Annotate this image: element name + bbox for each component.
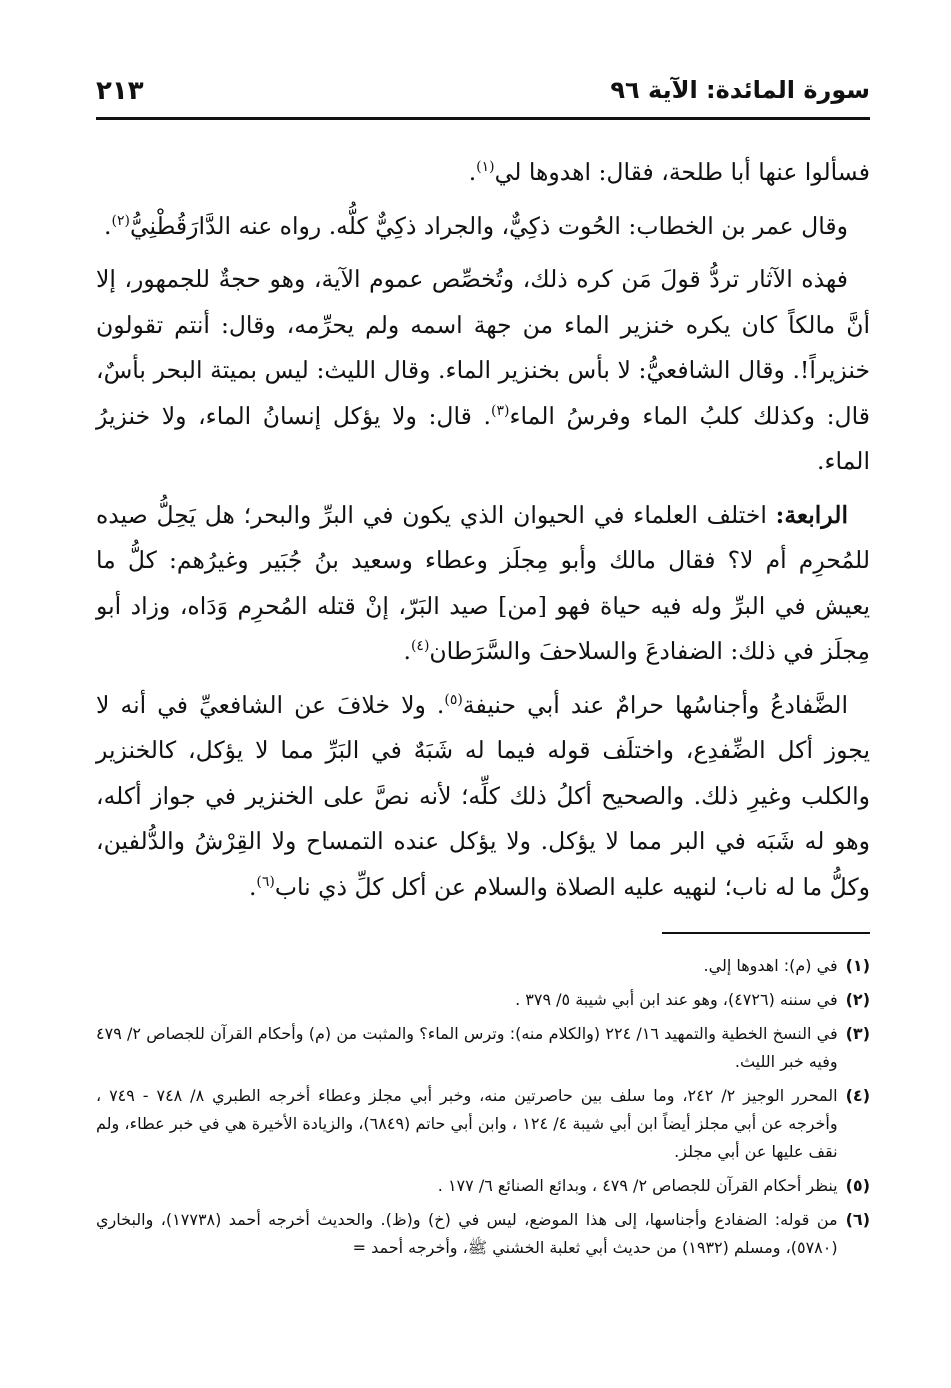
paragraph <box>96 683 870 911</box>
paragraph-text: . قال: ولا يؤكل إنسانُ الماء، ولا خنزيرُ الماء. <box>96 401 870 475</box>
footnote-text: في النسخ الخطية والتمهيد ١٦/ ٢٢٤ (والكلام منه): وترس الماء؟ والمثبت من (م) وأحكام القرآن للجصاص ٢/ ٤٧٩ وفيه خبر الليث. <box>96 1024 838 1071</box>
paragraph-text: فسألوا عنها أبا طلحة، فقال: اهدوها لي <box>494 158 870 186</box>
footnote-ref: (٣) <box>490 402 510 419</box>
footnote-number: (٦) <box>845 1210 870 1229</box>
book-page <box>96 60 870 1360</box>
footnote-ref: (٥) <box>444 691 463 708</box>
section-lead: الرابعة: <box>775 500 848 529</box>
paragraph <box>96 493 870 675</box>
paragraph-text: فهذه الآثار تردُّ قولَ مَن كره ذلك، وتُخصِّص عموم الآية، وهو حجةٌ للجمهور، إلا أنَّ مالكاً كان يكره خنزير الماء من جهة اسمه ولم يحرِّمه، وقال: أنتم تقولون خنزيراً!. وقال الشافعيُّ: لا بأس بخنزير الماء. وقال الليث: ليس بميتة البحر بأسٌ، قال: وكذلك كلبُ الماء وفرسُ الماء <box>96 265 870 430</box>
footnote-text: من قوله: الضفادع وأجناسها، إلى هذا الموضع، ليس في (خ) و(ظ). والحديث أخرجه أحمد (١٧٧٣٨)، والبخاري (٥٧٨٠)، ومسلم (١٩٣٢) من حديث أبي ثعلبة الخشني ﷺ، وأخرجه أحمد = <box>96 1210 838 1257</box>
footnote-text: المحرر الوجيز ٢/ ٢٤٢، وما سلف بين حاصرتين منه، وخبر أبي مجلز وعطاء أخرجه الطبري ٨/ ٧٤٨ - ٧٤٩ ، وأخرجه عن أبي مجلز أيضاً ابن أبي شيبة ٤/ ١٢٤ ، وابن أبي حاتم (٦٨٤٩)، والزيادة الأخيرة هي في خبر عطاء، ولم نقف عليها عن أبي مجلز. <box>96 1086 838 1161</box>
footnote-number: (٣) <box>845 1024 870 1043</box>
footnote <box>96 1206 870 1262</box>
footnote <box>96 1082 870 1166</box>
paragraph <box>96 257 870 485</box>
footnote-number: (٢) <box>845 990 870 1009</box>
footnote-number: (٤) <box>845 1086 870 1105</box>
paragraph <box>96 204 870 250</box>
footnotes <box>96 952 870 1262</box>
main-text <box>96 150 870 910</box>
footnote-ref: (١) <box>476 159 495 176</box>
footnote-text: في سننه (٤٧٢٦)، وهو عند ابن أبي شيبة ٥/ ٣٧٩ . <box>515 990 838 1009</box>
paragraph-text: الضَّفادعُ وأجناسُها حرامٌ عند أبي حنيفة <box>462 690 848 719</box>
footnote-number: (١) <box>845 956 870 975</box>
paragraph-text: . <box>103 211 112 240</box>
footnote-ref: (٦) <box>256 873 275 890</box>
paragraph-text: . <box>468 158 477 186</box>
footnote-ref: (٤) <box>410 638 430 655</box>
paragraph <box>96 150 870 196</box>
footnote <box>96 986 870 1014</box>
running-header <box>96 60 870 120</box>
footnote-ref: (٢) <box>111 212 130 229</box>
footnote-text: في (م): اهدوها إلي. <box>703 956 838 975</box>
paragraph-text: . <box>403 637 411 665</box>
paragraph-text: وقال عمر بن الخطاب: الحُوت ذكِيٌّ، والجراد ذكِيٌّ كلُّه. رواه عنه الدَّارَقُطْنِيُّ <box>129 211 848 240</box>
footnote-text: ينظر أحكام القرآن للجصاص ٢/ ٤٧٩ ، وبدائع الصنائع ٦/ ١٧٧ . <box>437 1176 838 1195</box>
footnote <box>96 1172 870 1200</box>
page-number: ٢١٣ <box>96 76 144 106</box>
paragraph-text: اختلف العلماء في الحيوان الذي يكون في البرِّ والبحر؛ هل يَحِلُّ صيده للمُحرِم أم لا؟ فقال مالك وأبو مِجلَز وعطاء وسعيد بنُ جُبَير وغيرُهم: كلُّ ما يعيش في البرِّ وله فيه حياة فهو [من] صيد البَرّ، إنْ قتله المُحرِم وَدَاه، وزاد أبو مِجلَز في ذلك: الضفادعَ والسلاحفَ والسَّرَطان <box>96 500 870 665</box>
paragraph-text: . <box>248 872 257 901</box>
footnote <box>96 1020 870 1076</box>
footnote-divider <box>662 932 870 934</box>
running-title: سورة المائدة: الآية ٩٦ <box>610 76 870 104</box>
paragraph-text: . ولا خلافَ عن الشافعيِّ في أنه لا يجوز أكل الضِّفدِع، واختلَف قوله فيما له شَبَهٌ في البَرِّ مما لا يؤكل، كالخنزير والكلب وغيرِ ذلك. والصحيح أكلُ ذلك كلِّه؛ لأنه نصَّ على الخنزير في جواز أكله، وهو له شَبَه في البر مما لا يؤكل. ولا يؤكل عنده التمساح ولا القِرْشُ والدُّلفين، وكلُّ ما له ناب؛ لنهيه عليه الصلاة والسلام عن أكل كلِّ ذي ناب <box>96 690 870 901</box>
footnote-number: (٥) <box>845 1176 870 1195</box>
footnote <box>96 952 870 980</box>
